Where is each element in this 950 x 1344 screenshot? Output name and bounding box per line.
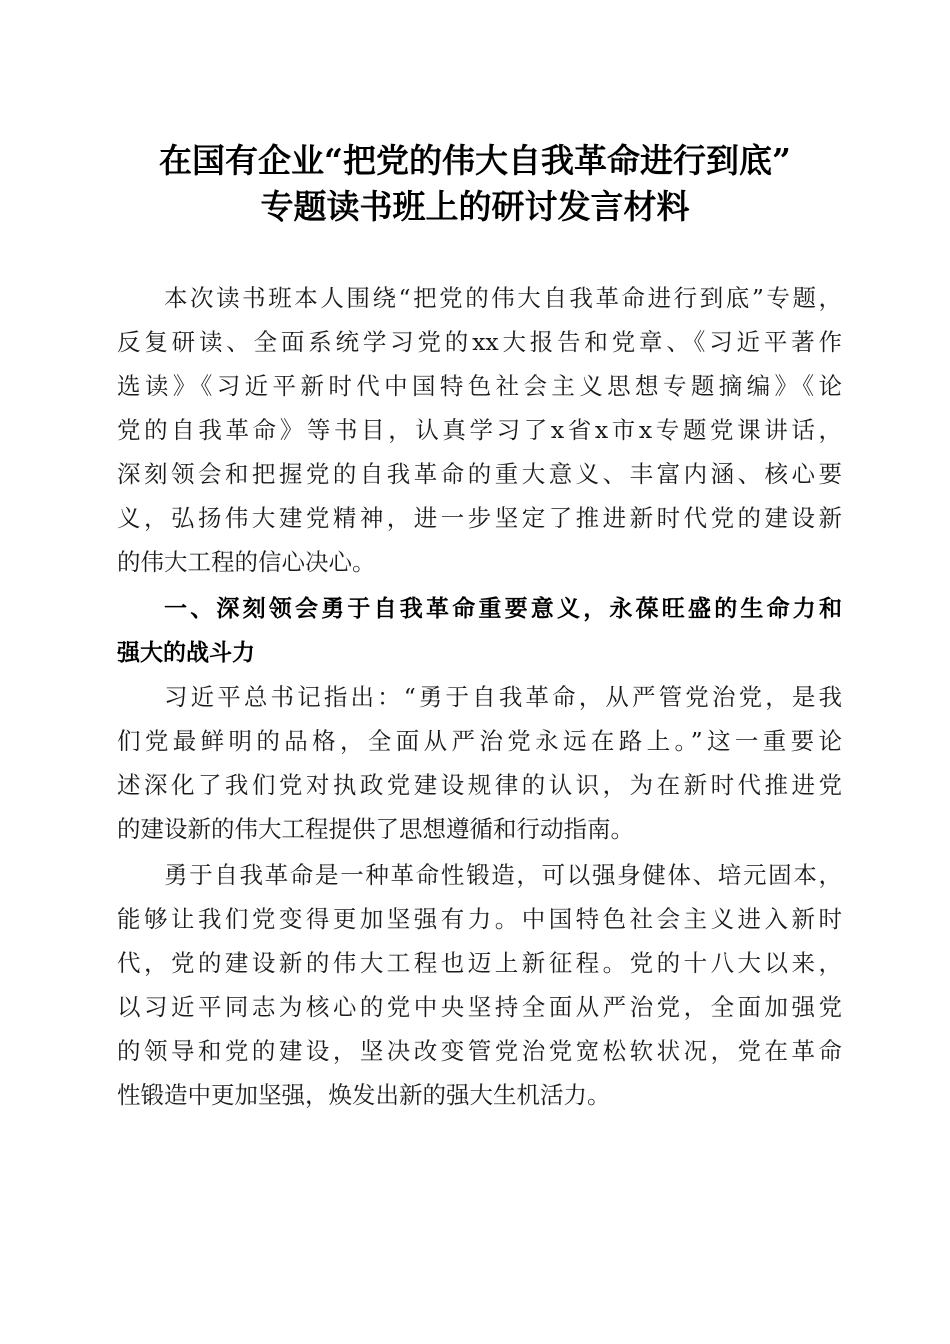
section-heading-1 [117, 587, 842, 675]
heading-line: 强大的战斗力 [117, 640, 255, 666]
paragraph-line: 性锻造中更加坚强，焕发出新的强大生机活力。 [117, 1081, 611, 1109]
paragraph-self-revolution [117, 853, 842, 1117]
paragraph-line: 义，弘扬伟大建党精神，进一步坚定了推进新时代党的建设新 [117, 504, 842, 532]
paragraph-line: 党的自我革命》等书目，认真学习了x省x市x专题党课讲话， [117, 416, 842, 444]
paragraph-line: 的领导和党的建设，坚决改变管党治党宽松软状况，党在革命 [117, 1037, 842, 1065]
document-title-line-1: 在国有企业“把党的伟大自我革命进行到底” [159, 141, 791, 180]
paragraph-line: 的伟大工程的信心决心。 [117, 548, 376, 576]
heading-line: 一、深刻领会勇于自我革命重要意义，永葆旺盛的生命力和 [164, 596, 842, 622]
paragraph-line: 能够让我们党变得更加坚强有力。中国特色社会主义进入新时 [117, 905, 842, 933]
paragraph-line: 深刻领会和把握党的自我革命的重大意义、丰富内涵、核心要 [117, 460, 842, 488]
paragraph-line: 本次读书班本人围绕“把党的伟大自我革命进行到底”专题， [164, 284, 842, 312]
paragraph-line: 代，党的建设新的伟大工程也迈上新征程。党的十八大以来， [117, 949, 842, 977]
paragraph-quote [117, 675, 842, 851]
paragraph-line: 的建设新的伟大工程提供了思想遵循和行动指南。 [117, 815, 634, 843]
paragraph-line: 以习近平同志为核心的党中央坚持全面从严治党，全面加强党 [117, 993, 842, 1021]
paragraph-line: 习近平总书记指出：“勇于自我革命，从严管党治党，是我 [164, 683, 842, 711]
paragraph-line: 选读》《习近平新时代中国特色社会主义思想专题摘编》《论 [117, 372, 842, 400]
paragraph-line: 述深化了我们党对执政党建设规律的认识，为在新时代推进党 [117, 771, 842, 799]
paragraph-line: 反复研读、全面系统学习党的xx大报告和党章、《习近平著作 [117, 328, 842, 356]
paragraph-line: 勇于自我革命是一种革命性锻造，可以强身健体、培元固本， [164, 861, 842, 889]
document-title-line-2: 专题读书班上的研讨发言材料 [260, 187, 690, 226]
paragraph-intro [117, 276, 842, 584]
paragraph-line: 们党最鲜明的品格，全面从严治党永远在路上。”这一重要论 [117, 727, 842, 755]
